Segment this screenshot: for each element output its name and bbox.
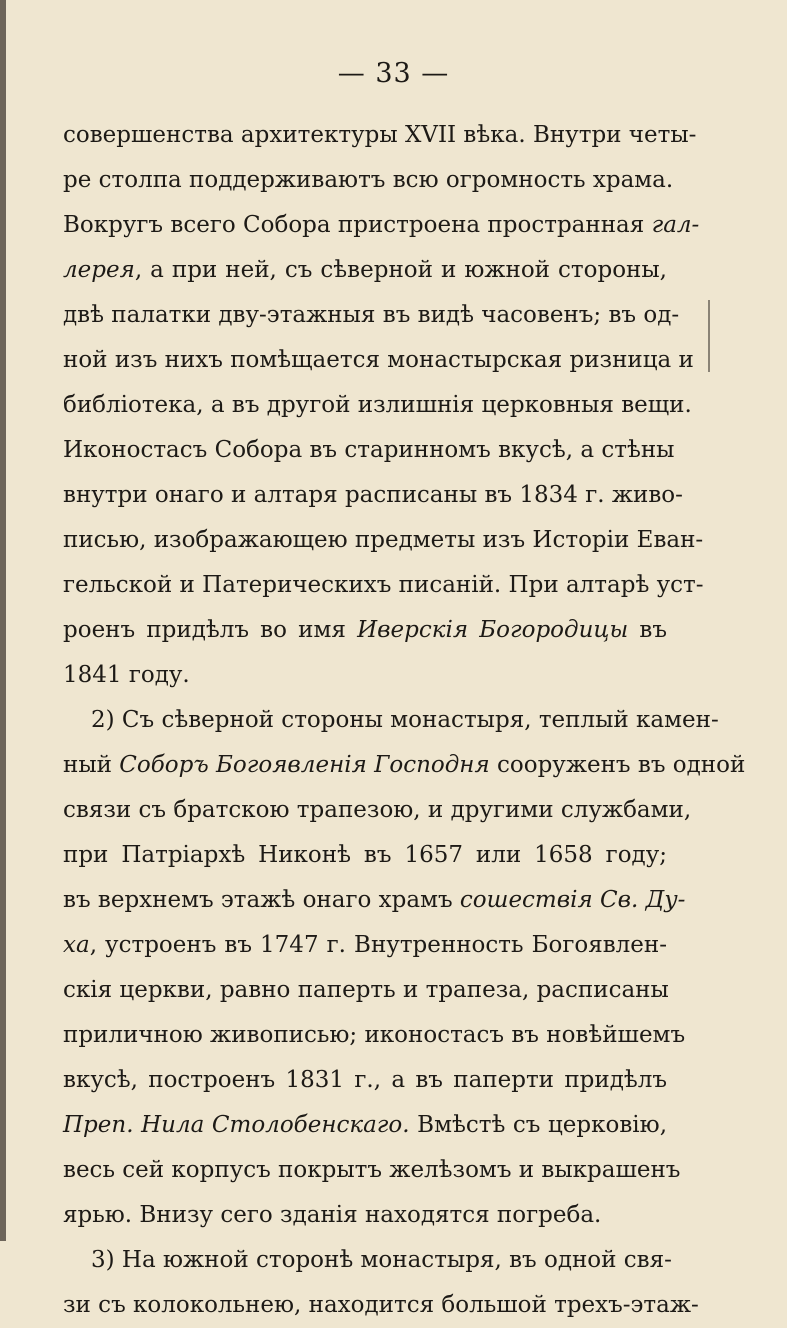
- text-line: вкусѣ, построенъ 1831 г., а въ паперти придѣлъ: [63, 1067, 667, 1093]
- text-line: ре столпа поддерживаютъ всю огромность храма.: [63, 167, 674, 193]
- italic-term: Соборъ Богоявленія Господня: [119, 752, 490, 778]
- text-line: писью, изображающею предметы изъ Исторіи Еван-: [63, 527, 704, 553]
- text-line: въ верхнемъ этажѣ онаго храмъ сошествія Св. Ду-: [63, 887, 686, 913]
- text-line: совершенства архитектуры XVII вѣка. Внутри четы-: [63, 122, 697, 148]
- text-line: гельской и Патерическихъ писаній. При алтарѣ уст-: [63, 572, 704, 598]
- text-line: 1841 году.: [63, 662, 190, 688]
- text-line: Вокругъ всего Собора пристроена пространная гал-: [63, 212, 700, 238]
- margin-mark: [708, 300, 710, 372]
- text-line: лерея, а при ней, съ сѣверной и южной стороны,: [63, 257, 667, 283]
- text-line: ха, устроенъ въ 1747 г. Внутренность Богоявлен-: [63, 932, 667, 958]
- italic-term: Преп. Нила Столобенскаго.: [63, 1112, 410, 1138]
- body-text: [63, 113, 746, 1328]
- italic-term: гал-: [651, 212, 700, 238]
- text-line: ной изъ нихъ помѣщается монастырская ризница и: [63, 347, 694, 373]
- text-line: внутри онаго и алтаря расписаны въ 1834 г. живо-: [63, 482, 683, 508]
- italic-term: Иверскія Богородицы: [357, 617, 629, 643]
- text-line: весь сей корпусъ покрытъ желѣзомъ и выкрашенъ: [63, 1157, 681, 1183]
- text-line: двѣ палатки дву-этажныя въ видѣ часовенъ; въ од-: [63, 302, 680, 328]
- italic-term: сошествія Св. Ду-: [459, 887, 686, 913]
- page-number: — 33 —: [337, 58, 450, 89]
- text-line: роенъ придѣлъ во имя Иверскія Богородицы въ: [63, 617, 667, 643]
- text-line: ярью. Внизу сего зданія находятся погреба.: [63, 1202, 602, 1228]
- text-line: ный Соборъ Богоявленія Господня сооруженъ въ одной: [63, 752, 746, 778]
- italic-term: лерея: [63, 257, 135, 283]
- text-line: Иконостасъ Собора въ старинномъ вкусѣ, а стѣны: [63, 437, 675, 463]
- text-line: Преп. Нила Столобенскаго. Вмѣстѣ съ церковію,: [63, 1112, 667, 1138]
- paragraph-start-line: 2) Съ сѣверной стороны монастыря, теплый камен-: [91, 707, 719, 733]
- page-binding-edge: [0, 0, 6, 1241]
- text-line: связи съ братскою трапезою, и другими службами,: [63, 797, 692, 823]
- paragraph-start-line: 3) На южной сторонѣ монастыря, въ одной свя-: [91, 1247, 672, 1273]
- text-line: при Патріархѣ Никонѣ въ 1657 или 1658 году;: [63, 842, 667, 868]
- text-line: скія церкви, равно паперть и трапеза, расписаны: [63, 977, 669, 1003]
- text-line: библіотека, а въ другой излишнія церковныя вещи.: [63, 392, 692, 418]
- text-line: приличною живописью; иконостасъ въ новѣйшемъ: [63, 1022, 686, 1048]
- italic-term: ха: [63, 932, 90, 958]
- text-line: зи съ колокольнею, находится большой трехъ-этаж-: [63, 1292, 699, 1318]
